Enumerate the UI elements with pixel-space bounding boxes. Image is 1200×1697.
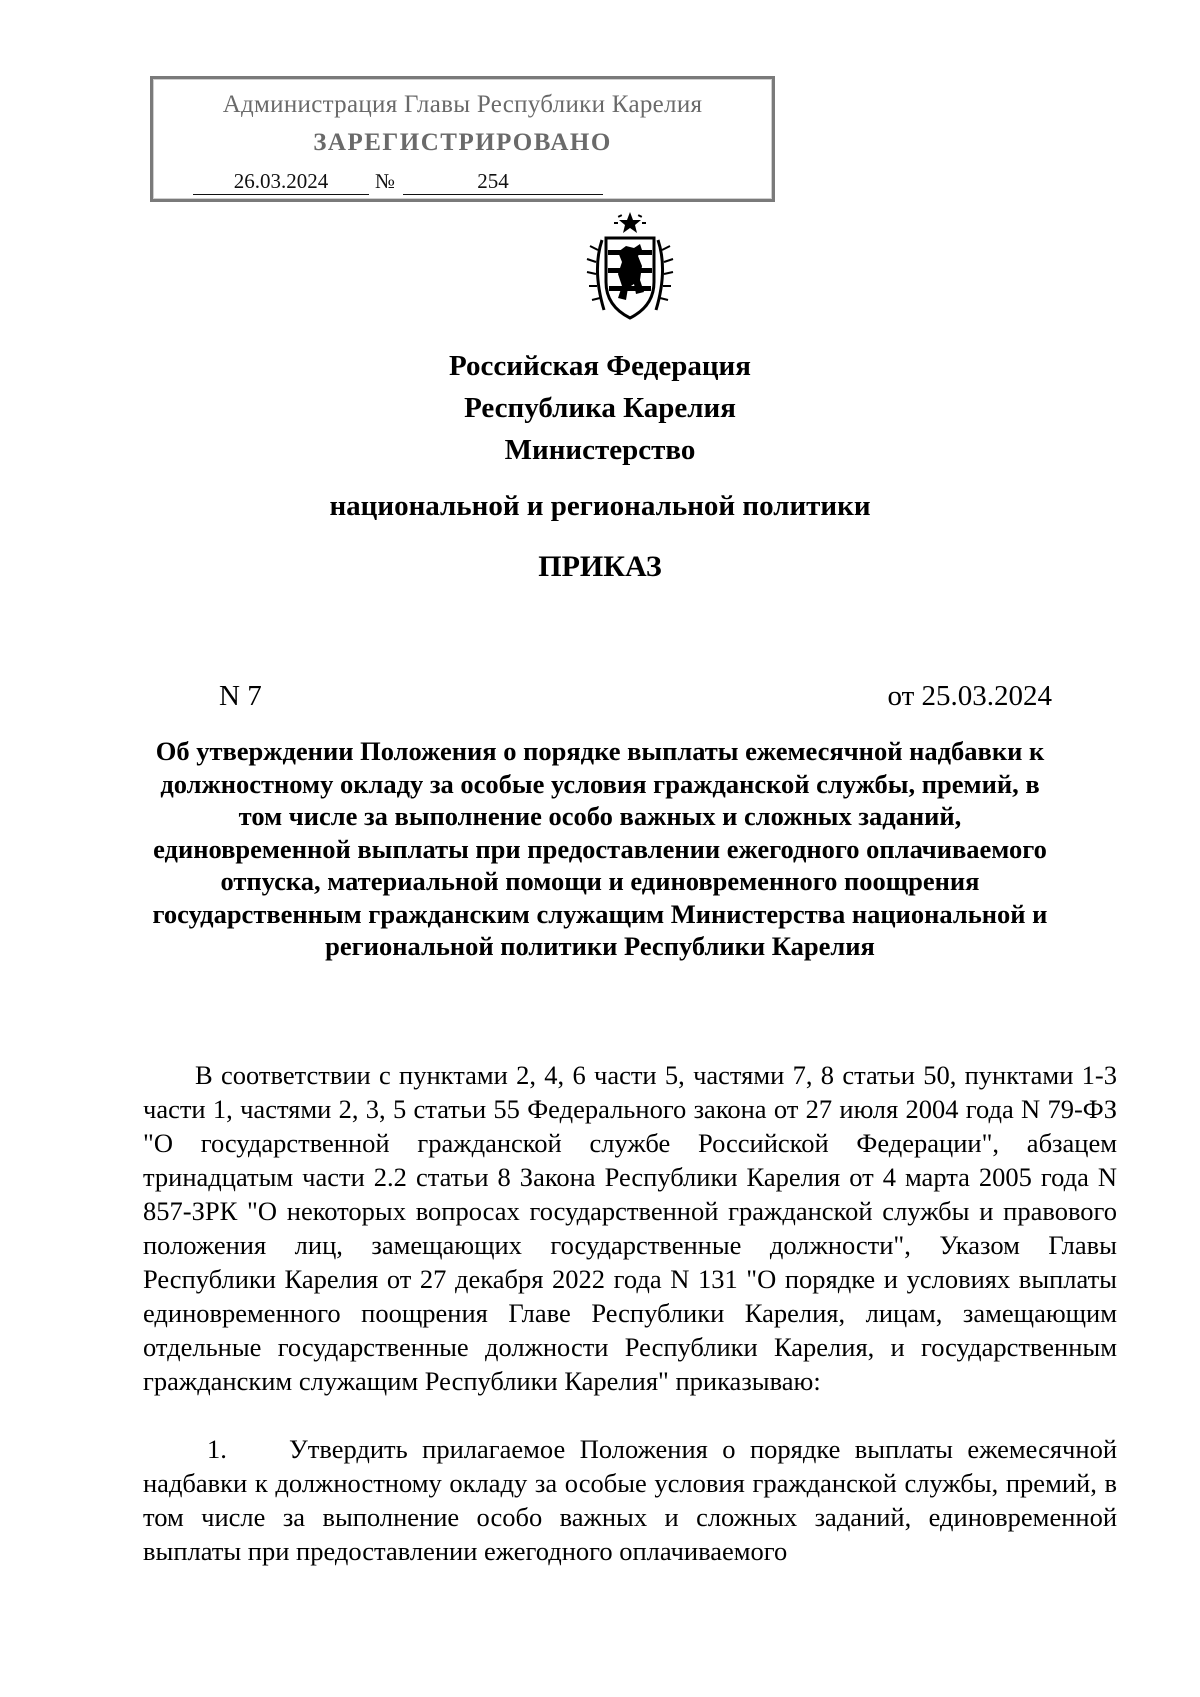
list-item — [143, 1432, 1117, 1568]
header-ministry: Министерство — [504, 434, 696, 466]
stamp-number-underline — [403, 194, 603, 195]
document-title: Об утверждении Положения о порядке выплаты ежемесячной надбавки к должностному окладу за особые условия гражданской службы, премий, в том числе за выполнение особо важных и сложных заданий, единовременной выплаты при предоставлении ежегодного оплачиваемого отпуска, материальной помощи и единовременного поощрения государственным гражданским служащим Министерства национальной и региональной политики Республики Карелия — [152, 736, 1048, 961]
stamp-number-sign: № — [375, 169, 396, 193]
stamp-organization: Администрация Главы Республики Карелия — [222, 91, 703, 118]
karelia-coat-of-arms-icon — [582, 210, 678, 322]
item-number: 1. — [207, 1434, 227, 1464]
stamp-date: 26.03.2024 — [233, 169, 329, 193]
stamp-status: ЗАРЕГИСТРИРОВАНО — [313, 129, 612, 156]
stamp-date-underline — [193, 194, 369, 195]
stamp-registration-line — [193, 169, 613, 195]
registration-stamp — [150, 76, 775, 202]
header-republic: Республика Карелия — [464, 392, 736, 424]
order-date: от 25.03.2024 — [887, 680, 1052, 712]
stamp-number: 254 — [477, 169, 509, 193]
header-country: Российская Федерация — [449, 350, 751, 382]
item-text: Утвердить прилагаемое Положения о порядке выплаты ежемесячной надбавки к должностному окладу за особые условия гражданской службы, премий, в том числе за выполнение особо важных и сложных заданий, единовременной выплаты при предоставлении ежегодного оплачиваемого — [143, 1434, 1117, 1566]
header-ministry-name: национальной и региональной политики — [329, 490, 871, 522]
preamble-paragraph: В соответствии с пунктами 2, 4, 6 части 5, частями 7, 8 статьи 50, пунктами 1-3 части 1, частями 2, 3, 5 статьи 55 Федерального закона от 27 июля 2004 года N 79-ФЗ "О государственной гражданской службе Российской Федерации", абзацем тринадцатым части 2.2 статьи 8 Закона Республики Карелия от 4 марта 2005 года N 857-ЗРК "О некоторых вопросах государственной гражданской службы и правового положения лиц, замещающих государственные должности", Указом Главы Республики Карелия от 27 декабря 2022 года N 131 "О порядке и условиях выплаты единовременного поощрения Главе Республики Карелия, лицам, замещающим отдельные государственные должности Республики Карелия, и государственным гражданским служащим Республики Карелия" приказываю: — [143, 1060, 1117, 1396]
order-number: N 7 — [219, 680, 262, 712]
document-type: ПРИКАЗ — [538, 550, 662, 583]
